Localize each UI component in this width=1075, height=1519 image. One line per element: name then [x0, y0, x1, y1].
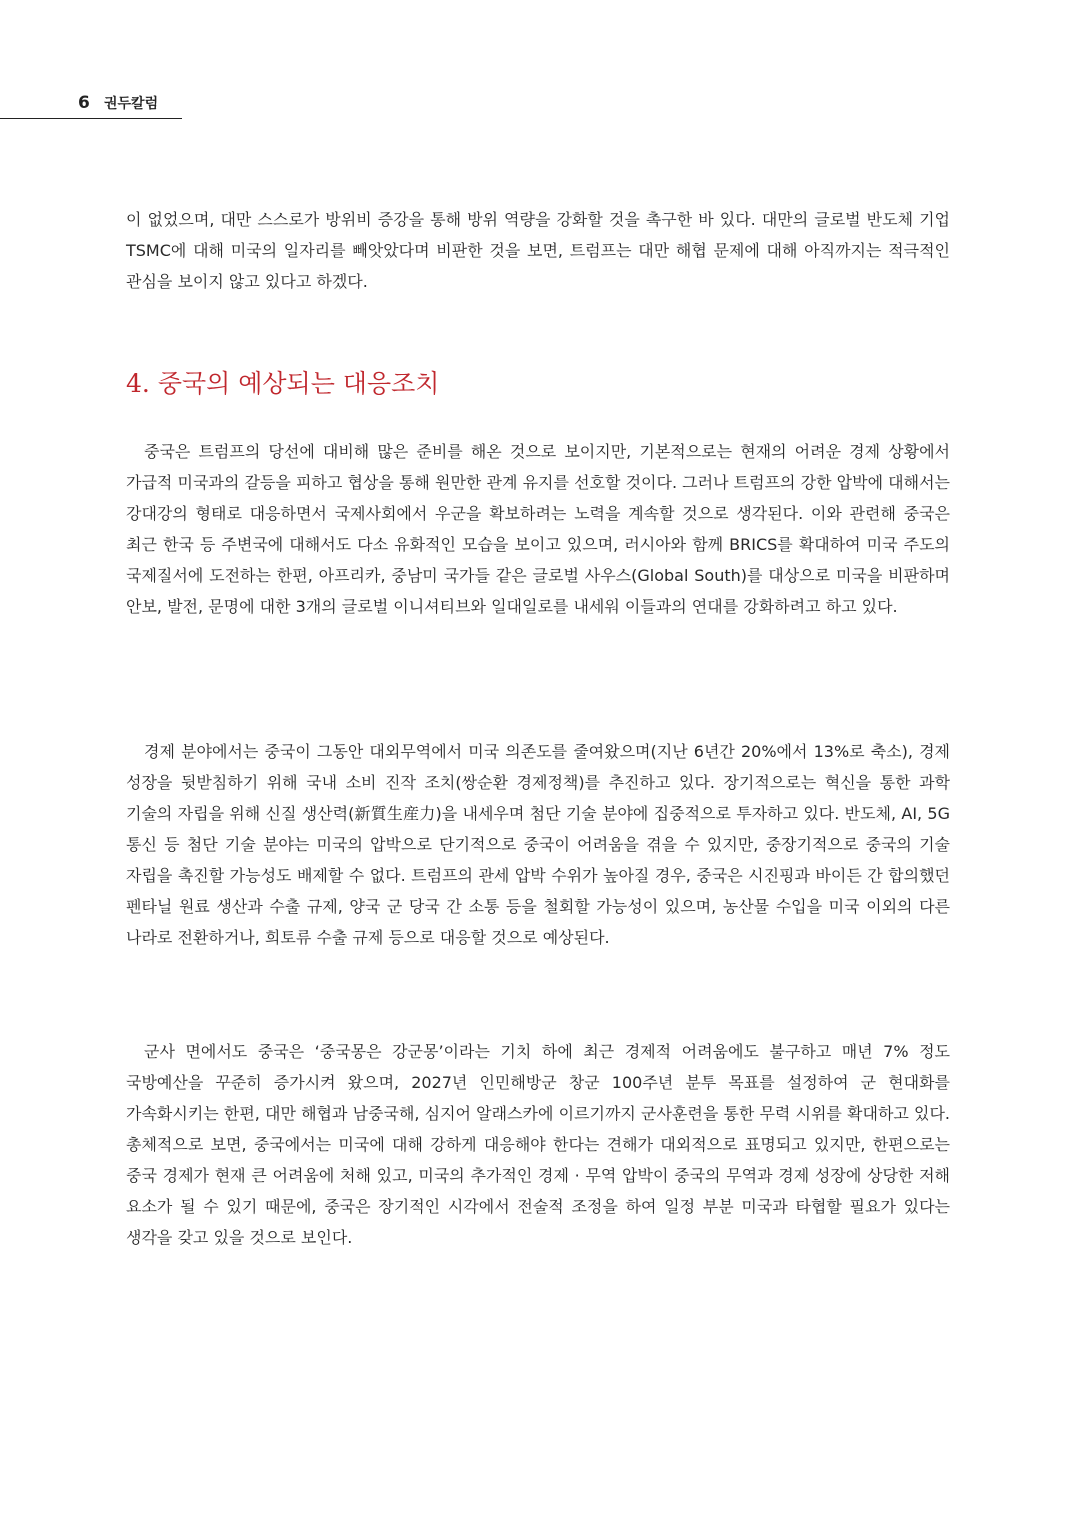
- running-header-title: 권두칼럼: [104, 96, 159, 112]
- paragraph-china-military: 군사 면에서도 중국은 ‘중국몽은 강군몽’이라는 기치 하에 최근 경제적 어려움에도 불구하고 매년 7% 정도 국방예산을 꾸준히 증가시켜 왔으며, 2027년 인민해방군 창군 100주년 분투 목표를 설정하여 군 현대화를 가속화시키는 한편, 대만 해협과 남중국해, 심지어 알래스카에 이르기까지 군사훈련을 통한 무력 시위를 확대하고 있다. 총체적으로 보면, 중국에서는 미국에 대해 강하게 대응해야 한다는 견해가 대외적으로 표명되고 있지만, 한편으로는 중국 경제가 현재 큰 어려움에 처해 있고, 미국의 추가적인 경제 · 무역 압박이 중국의 무역과 경제 성장에 상당한 저해 요소가 될 수 있기 때문에, 중국은 장기적인 시각에서 전술적 조정을 하여 일정 부분 미국과 타협할 필요가 있다는 생각을 갖고 있을 것으로 보인다.: [126, 1042, 950, 1247]
- page-number: 6: [78, 93, 90, 113]
- section-heading: [126, 364, 439, 404]
- running-header: [0, 92, 182, 119]
- paragraph-china-diplomacy: 중국은 트럼프의 당선에 대비해 많은 준비를 해온 것으로 보이지만, 기본적으로는 현재의 어려운 경제 상황에서 가급적 미국과의 갈등을 피하고 협상을 통해 원만한 관계 유지를 선호할 것이다. 그러나 트럼프의 강한 압박에 대해서는 강대강의 형태로 대응하면서 국제사회에서 우군을 확보하려는 노력을 계속할 것으로 생각된다. 이와 관련해 중국은 최근 한국 등 주변국에 대해서도 다소 유화적인 모습을 보이고 있으며, 러시아와 함께 BRICS를 확대하여 미국 주도의 국제질서에 도전하는 한편, 아프리카, 중남미 국가들 같은 글로벌 사우스(Global South)를 대상으로 미국을 비판하며 안보, 발전, 문명에 대한 3개의 글로벌 이니셔티브와 일대일로를 내세워 이들과의 연대를 강화하려고 하고 있다.: [126, 442, 950, 616]
- paragraph-china-economy: 경제 분야에서는 중국이 그동안 대외무역에서 미국 의존도를 줄여왔으며(지난 6년간 20%에서 13%로 축소), 경제 성장을 뒷받침하기 위해 국내 소비 진작 조치(쌍순환 경제정책)를 추진하고 있다. 장기적으로는 혁신을 통한 과학 기술의 자립을 위해 신질 생산력(新質生産力)을 내세우며 첨단 기술 분야에 집중적으로 투자하고 있다. 반도체, AI, 5G 통신 등 첨단 기술 분야는 미국의 압박으로 단기적으로 중국이 어려움을 겪을 수 있지만, 중장기적으로 중국의 기술 자립을 촉진할 가능성도 배제할 수 없다. 트럼프의 관세 압박 수위가 높아질 경우, 중국은 시진핑과 바이든 간 합의했던 펜타닐 원료 생산과 수출 규제, 양국 군 당국 간 소통 등을 철회할 가능성이 있으며, 농산물 수입을 미국 이외의 다른 나라로 전환하거나, 희토류 수출 규제 등으로 대응할 것으로 예상된다.: [126, 742, 950, 947]
- section-number: 4.: [126, 369, 150, 398]
- section-title: 중국의 예상되는 대응조치: [157, 369, 440, 398]
- intro-paragraph: 이 없었으며, 대만 스스로가 방위비 증강을 통해 방위 역량을 강화할 것을 촉구한 바 있다. 대만의 글로벌 반도체 기업 TSMC에 대해 미국의 일자리를 빼앗았다며 비판한 것을 보면, 트럼프는 대만 해협 문제에 대해 아직까지는 적극적인 관심을 보이지 않고 있다고 하겠다.: [126, 210, 950, 291]
